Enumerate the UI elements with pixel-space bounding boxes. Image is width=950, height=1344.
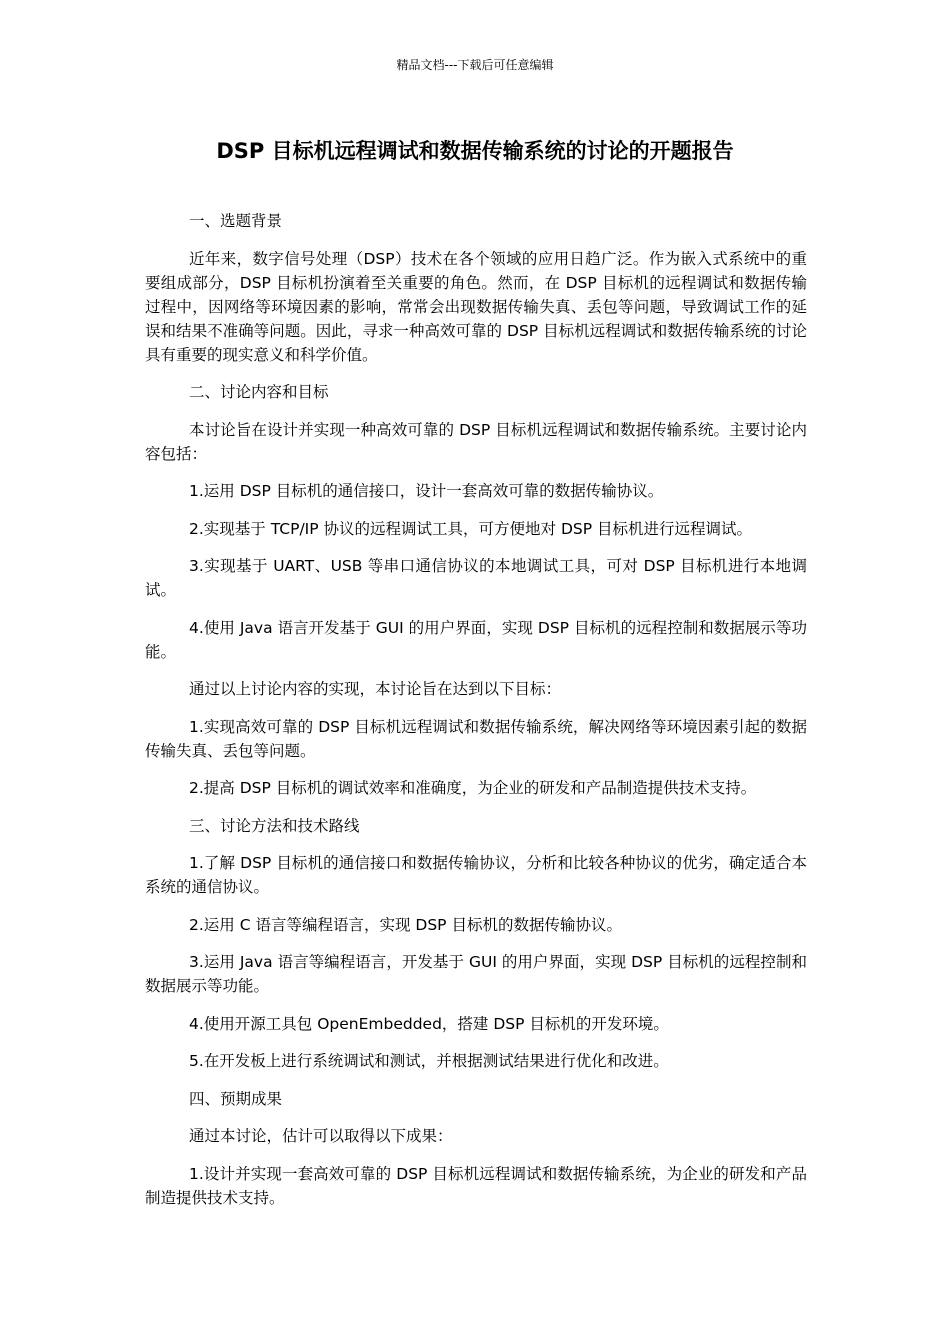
list-item: 1.实现高效可靠的 DSP 目标机远程调试和数据传输系统，解决网络等环境因素引起的数据传输失真、丢包等问题。 — [145, 717, 807, 760]
section-heading-background: 一、选题背景 — [189, 212, 283, 230]
paragraph: 通过以上讨论内容的实现，本讨论旨在达到以下目标： — [189, 680, 562, 698]
section-heading-expected-results: 四、预期成果 — [189, 1089, 283, 1108]
paragraph: 近年来，数字信号处理（DSP）技术在各个领域的应用日趋广泛。作为嵌入式系统中的重要组成部分，DSP 目标机扮演着至关重要的角色。然而，在 DSP 目标机的远程调试和数据传输过程中，因网络等环境因素的影响，常常会出现数据传输失真、丢包等问题，导致调试工作的延误和结果不准确等问题。因此，寻求一种高效可靠的 DSP 目标机远程调试和数据传输系统的讨论具有重要的现实意义和科学价值。 — [145, 249, 807, 364]
list-item: 2.提高 DSP 目标机的调试效率和准确度，为企业的研发和产品制造提供技术支持。 — [189, 779, 757, 797]
section-heading-content-goals: 二、讨论内容和目标 — [189, 383, 329, 401]
list-item: 2.运用 C 语言等编程语言，实现 DSP 目标机的数据传输协议。 — [189, 915, 622, 934]
list-item: 1.了解 DSP 目标机的通信接口和数据传输协议，分析和比较各种协议的优劣，确定适合本系统的通信协议。 — [145, 854, 807, 896]
list-item: 1.运用 DSP 目标机的通信接口，设计一套高效可靠的数据传输协议。 — [189, 482, 664, 500]
section-heading-methods: 三、讨论方法和技术路线 — [189, 816, 360, 835]
header-note: 精品文档---下载后可任意编辑 — [396, 58, 554, 72]
list-item: 4.使用开源工具包 OpenEmbedded，搭建 DSP 目标机的开发环境。 — [189, 1014, 669, 1033]
document-title: DSP 目标机远程调试和数据传输系统的讨论的开题报告 — [216, 139, 734, 163]
paragraph: 本讨论旨在设计并实现一种高效可靠的 DSP 目标机远程调试和数据传输系统。主要讨论内容包括： — [145, 420, 807, 463]
document-body — [145, 209, 807, 1223]
list-item: 3.实现基于 UART、USB 等串口通信协议的本地调试工具，可对 DSP 目标机进行本地调试。 — [145, 557, 807, 599]
list-item: 1.设计并实现一套高效可靠的 DSP 目标机远程调试和数据传输系统，为企业的研发和产品制造提供技术支持。 — [145, 1164, 807, 1207]
list-item: 3.运用 Java 语言等编程语言，开发基于 GUI 的用户界面，实现 DSP 目标机的远程控制和数据展示等功能。 — [145, 953, 807, 995]
list-item: 5.在开发板上进行系统调试和测试，并根据测试结果进行优化和改进。 — [189, 1052, 669, 1070]
list-item: 2.实现基于 TCP/IP 协议的远程调试工具，可方便地对 DSP 目标机进行远程调试。 — [189, 519, 752, 538]
paragraph: 通过本讨论，估计可以取得以下成果： — [189, 1127, 453, 1145]
list-item: 4.使用 Java 语言开发基于 GUI 的用户界面，实现 DSP 目标机的远程控制和数据展示等功能。 — [145, 618, 807, 661]
